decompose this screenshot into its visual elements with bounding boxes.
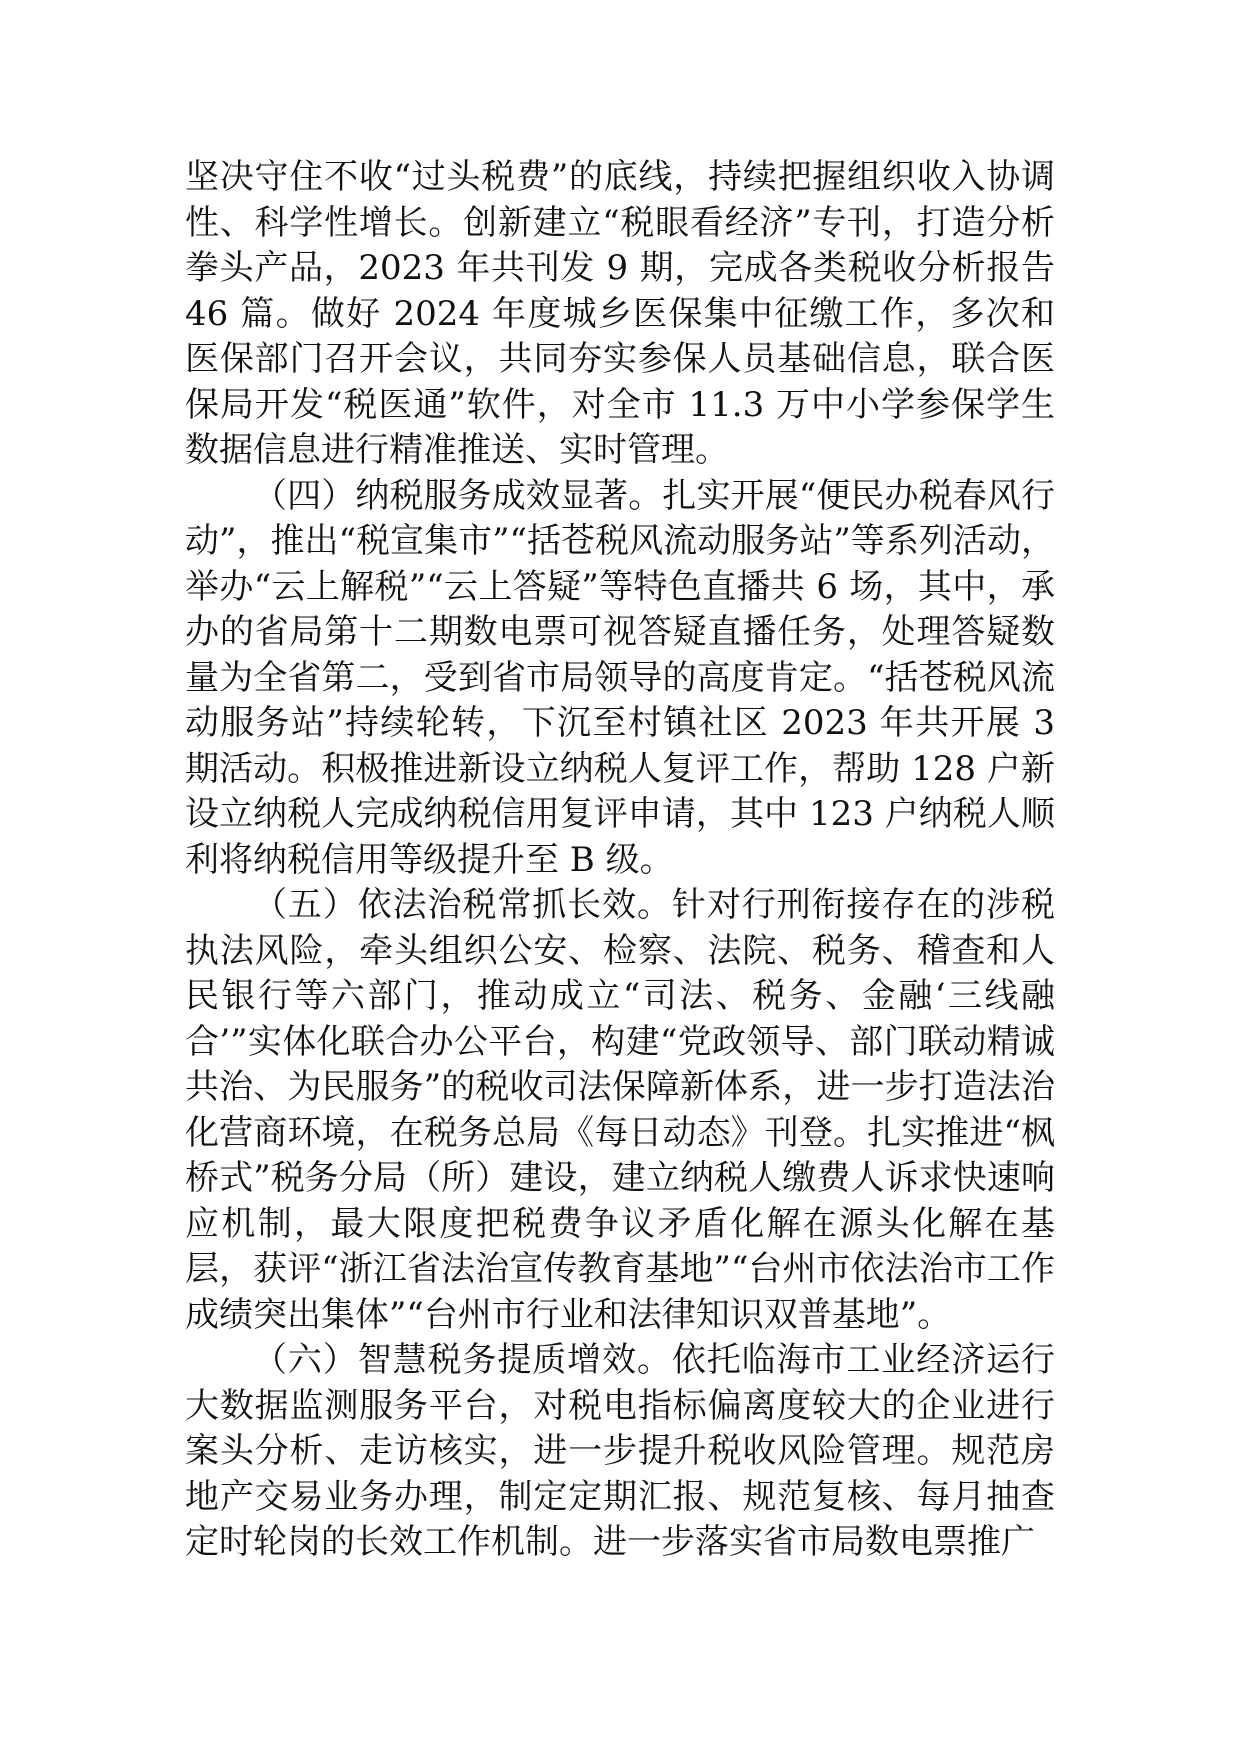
paragraph-rule-of-law-taxation: （五）依法治税常抓长效。针对行刑衔接存在的涉税执法风险，牵头组织公安、检察、法院、税务、稽查和人民银行等六部门，推动成立“司法、税务、金融‘三线融合’”实体化联合办公平台，构建“党政领导、部门联动精诚共治、为民服务”的税收司法保障新体系，进一步打造法治化营商环境，在税务总局《每日动态》刊登。扎实推进“枫桥式”税务分局（所）建设，建立纳税人缴费人诉求快速响应机制，最大限度把税费争议矛盾化解在源头化解在基层，获评“浙江省法治宣传教育基地”“台州市依法治市工作成绩突出集体”“台州市行业和法律知识双普基地”。 — [185, 885, 1055, 1335]
document-body — [185, 155, 1055, 1566]
paragraph-revenue-and-medical-insurance: 坚决守住不收“过头税费”的底线，持续把握组织收入协调性、科学性增长。创新建立“税眼看经济”专刊，打造分析拳头产品，2023 年共刊发 9 期，完成各类税收分析报告 46 篇。做好 2024 年度城乡医保集中征缴工作，多次和医保部门召开会议，共同夯实参保人员基础信息，联合医保局开发“税医通”软件，对全市 11.3 万中小学参保学生数据信息进行精准推送、实时管理。 — [185, 157, 1055, 470]
paragraph-smart-taxation: （六）智慧税务提质增效。依托临海市工业经济运行大数据监测服务平台，对税电指标偏离度较大的企业进行案头分析、走访核实，进一步提升税收风险管理。规范房地产交易业务办理，制定定期汇报、规范复核、每月抽查定时轮岗的长效工作机制。进一步落实省市局数电票推广 — [185, 1340, 1055, 1562]
paragraph-taxpayer-service: （四）纳税服务成效显著。扎实开展“便民办税春风行动”，推出“税宣集市”“括苍税风流动服务站”等系列活动，举办“云上解税”“云上答疑”等特色直播共 6 场，其中，承办的省局第十二期数电票可视答疑直播任务，处理答疑数量为全省第二，受到省市局领导的高度肯定。“括苍税风流动服务站”持续轮转，下沉至村镇社区 2023 年共开展 3 期活动。积极推进新设立纳税人复评工作，帮助 128 户新设立纳税人完成纳税信用复评申请，其中 123 户纳税人顺利将纳税信用等级提升至 B 级。 — [185, 475, 1055, 880]
